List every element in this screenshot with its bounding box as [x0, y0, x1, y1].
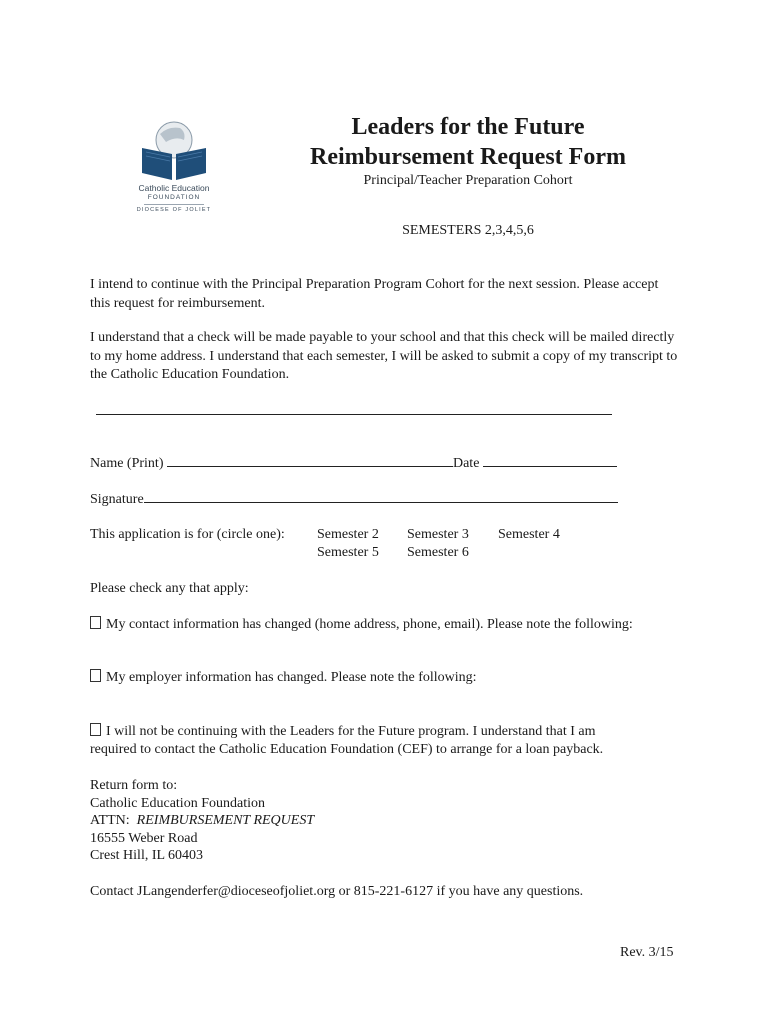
- intent-paragraph: I intend to continue with the Principal Preparation Program Cohort for the next session. Please accept this request for reimbursement.: [90, 277, 659, 311]
- form-subtitle: Principal/Teacher Preparation Cohort: [363, 173, 573, 188]
- option-semester-3[interactable]: Semester 3: [407, 527, 469, 542]
- return-city: Crest Hill, IL 60403: [90, 848, 204, 863]
- application-label: This application is for (circle one):: [90, 527, 285, 542]
- form-title-line1: Leaders for the Future: [351, 114, 585, 140]
- open-book-globe-icon: [134, 118, 214, 184]
- date-label: Date: [452, 456, 480, 471]
- return-attn: [90, 812, 314, 830]
- check-item-not-continuing: [90, 723, 595, 741]
- option-semester-6[interactable]: Semester 6: [407, 545, 469, 560]
- check-item-not-continuing-label: I will not be continuing with the Leaders for the Future program. I understand that I am: [106, 724, 596, 739]
- logo-divider: [144, 204, 204, 205]
- logo-diocese: DIOCESE OF JOLIET: [136, 207, 212, 213]
- check-item-not-continuing-line2: required to contact the Catholic Education Foundation (CEF) to arrange for a loan payback.: [90, 742, 604, 757]
- name-field[interactable]: [167, 454, 453, 467]
- return-street: 16555 Weber Road: [90, 830, 198, 846]
- contact-checkbox[interactable]: [90, 616, 101, 629]
- logo-subwordmark: FOUNDATION: [147, 194, 201, 201]
- name-label: Name (Print): [90, 456, 164, 471]
- understanding-paragraph: I understand that a check will be made payable to your school and that this check will be mailed directly to my home address. I understand that each semester, I will be asked to submit a copy of my transcript to the Catholic Education Foundation.: [90, 330, 678, 382]
- return-address-block: [90, 777, 314, 865]
- check-item-contact: [90, 616, 633, 634]
- blank-signature-line[interactable]: [96, 414, 612, 415]
- name-date-row: [90, 454, 617, 473]
- form-title-line2: Reimbursement Request Form: [310, 144, 626, 170]
- not-continuing-checkbox[interactable]: [90, 723, 101, 736]
- contact-line: Contact JLangenderfer@dioceseofjoliet.org or 815-221-6127 if you have any questions.: [90, 884, 584, 899]
- employer-checkbox[interactable]: [90, 669, 101, 682]
- check-item-employer-label: My employer information has changed. Please note the following:: [106, 670, 477, 685]
- date-field[interactable]: [483, 454, 617, 467]
- option-semester-4[interactable]: Semester 4: [498, 527, 560, 542]
- check-item-employer: [90, 669, 477, 687]
- catholic-education-foundation-logo: [134, 118, 214, 218]
- option-semester-2[interactable]: Semester 2: [317, 527, 379, 542]
- revision-label: Rev. 3/15: [620, 945, 674, 960]
- check-item-contact-label: My contact information has changed (home address, phone, email). Please note the following:: [106, 617, 633, 632]
- logo-wordmark: Catholic Education: [138, 183, 210, 193]
- attn-label: ATTN:: [90, 813, 130, 828]
- return-org: Catholic Education Foundation: [90, 795, 265, 811]
- signature-label: Signature: [90, 492, 144, 507]
- check-intro: Please check any that apply:: [90, 581, 249, 596]
- option-semester-5[interactable]: Semester 5: [317, 545, 379, 560]
- return-heading: Return form to:: [90, 778, 178, 793]
- signature-row: [90, 490, 618, 509]
- attn-value: REIMBURSEMENT REQUEST: [136, 813, 315, 828]
- signature-field[interactable]: [144, 490, 618, 503]
- semesters-heading: SEMESTERS 2,3,4,5,6: [402, 223, 534, 238]
